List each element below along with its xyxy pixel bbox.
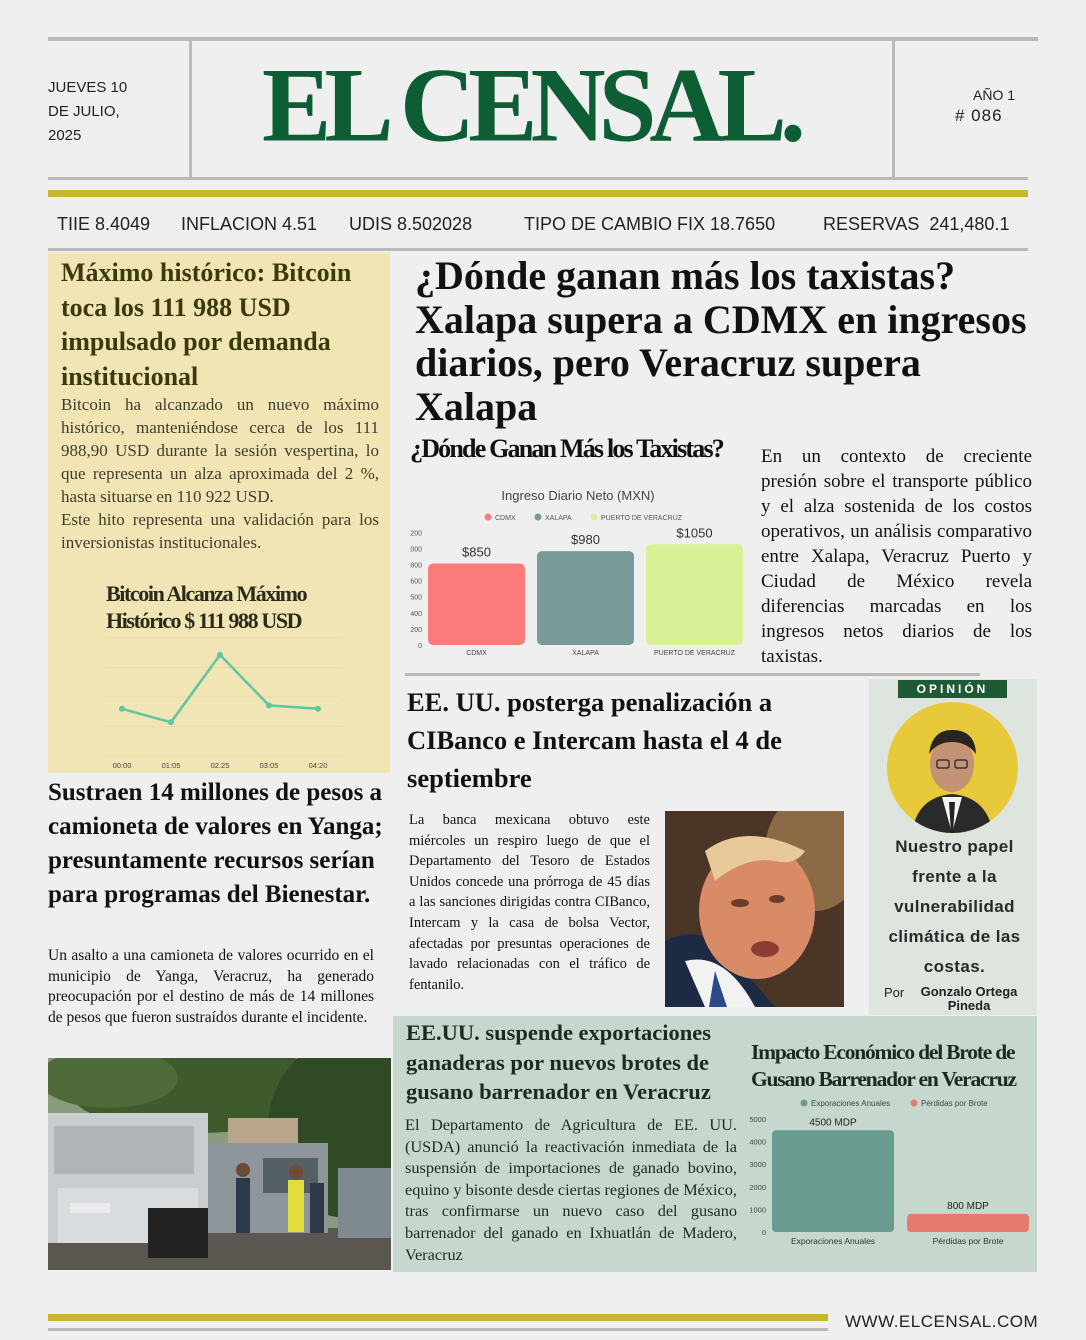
ticker-reservas: RESERVAS 241,480.1 (823, 214, 1010, 234)
legend-swatch (535, 514, 542, 521)
cattle-body: El Departamento de Agricultura de EE. UU. (USDA) anunció la reactivación inmediata de la suspensión de importaciones de ganado bovino, equino y bisonte desde ciertas regiones de México, tras confirmarse un nuevo caso del gusano barrenador del ganado en Ixhuatlán de Madero, Veracruz (405, 1115, 737, 1264)
gold-rule-bottom (48, 1314, 828, 1321)
bitcoin-paragraph: Bitcoin ha alcanzado un nuevo máximo histórico, manteniéndose cerca de los 111 988,90 USD durante la sesión vespertina, lo que representa un alza aproximada del 2 %, hasta situarse en 110 922 USD. (61, 395, 379, 506)
y-tick-label: 1000 (749, 1205, 766, 1215)
cattle-chart-title-line: Gusano Barrenador en Veracruz (751, 1067, 1016, 1091)
y-tick-label: 800 (410, 562, 422, 570)
bar (428, 564, 525, 645)
gold-rule-top (48, 190, 1028, 197)
x-tick-label: 02:25 (210, 761, 230, 770)
cattle-headline[interactable]: EE.UU. suspende exportaciones ganaderas por nuevos brotes de gusano barrenador en Veracruz (406, 1020, 712, 1104)
x-tick-label: Pérdidas por Brote (932, 1236, 1004, 1246)
y-tick-label: 600 (410, 578, 422, 586)
politician-photo-illustration (665, 811, 844, 1007)
taxi-bottom-rule (405, 673, 980, 676)
x-tick-label: 00:00 (112, 761, 132, 770)
bitcoin-chart-title-line: Bitcoin Alcanza Máximo (106, 581, 307, 606)
masthead-divider-right (892, 41, 895, 177)
bar-value-label: $980 (571, 532, 600, 548)
author-avatar-illustration (887, 702, 1018, 833)
cattle-chart-title (751, 1039, 1016, 1093)
y-tick-label: 200 (410, 530, 422, 538)
y-tick-label: 3000 (749, 1160, 766, 1170)
opinion-byline (884, 985, 904, 1000)
byline-prefix: Por (884, 985, 905, 1000)
taxi-chart-title: Ingreso Diario Neto (MXN) (501, 488, 655, 503)
opinion-author: Gonzalo Ortega Pineda (920, 984, 1018, 1013)
cibanco-body: La banca mexicana obtuvo este miércoles un respiro luego de que el Departamento del Tesoro de Estados Unidos concede una prórroga de 45 días a las sanciones dirigidas contra CIBanco, Intercam y la casa de bolsa Vector, afectadas por presuntas operaciones de lavado relacionadas con el tráfico de fentanilo. (409, 812, 650, 993)
author-avatar (887, 702, 1018, 833)
taxi-body: En un contexto de creciente presión sobre el transporte público y el alza sostenida de los costos operativos, un análisis comparativo entre Xalapa, Veracruz Puerto y Ciudad de México revela diferencias marcadas en los ingresos netos diarios de los taxistas. (761, 446, 1032, 667)
cattle-chart-title-line: Impacto Económico del Brote de (751, 1040, 1015, 1064)
legend-label: XALAPA (545, 515, 572, 522)
legend-label: Pérdidas por Brote (921, 1099, 988, 1108)
armored-truck-photo-illustration (48, 1058, 391, 1270)
taxi-bar-chart (406, 482, 751, 662)
bar-value-label: $850 (462, 544, 491, 560)
date-line: 2025 (48, 127, 82, 144)
bar (907, 1214, 1029, 1232)
robbery-headline[interactable]: Sustraen 14 millones de pesos a camioneta de valores en Yanga; presuntamente recursos serían para programas del Bienestar. (48, 779, 383, 908)
x-tick-label: 01:05 (161, 761, 181, 770)
x-tick-label: CDMX (466, 650, 487, 657)
legend-swatch (801, 1100, 808, 1107)
bar-value-label: 800 MDP (947, 1200, 989, 1212)
ticker-bottom-rule (48, 248, 1028, 251)
bitcoin-line-chart (95, 628, 345, 773)
y-tick-label: 400 (410, 610, 422, 618)
politician-photo (665, 811, 844, 1007)
bitcoin-chart-title-line: Histórico $ 111 988 USD (106, 608, 302, 633)
taxi-headline[interactable]: ¿Dónde ganan más los taxistas? Xalapa supera a CDMX en ingresos diarios, pero Veracruz supera Xalapa (415, 253, 1027, 429)
bitcoin-headline[interactable]: Máximo histórico: Bitcoin toca los 111 988 USD impulsado por demanda institucional (61, 258, 352, 391)
issue-number: # 086 (955, 106, 1003, 125)
price-line (122, 655, 318, 722)
y-tick-label: 000 (410, 546, 422, 554)
data-point (266, 702, 272, 708)
bitcoin-chart-title (106, 580, 306, 634)
ticker-udis: UDIS 8.502028 (349, 214, 473, 234)
y-tick-label: 500 (410, 594, 422, 602)
x-tick-label: 04:20 (308, 761, 328, 770)
masthead-bottom-rule (48, 177, 1028, 180)
robbery-body: Un asalto a una camioneta de valores ocurrido en el municipio de Yanga, Veracruz, ha generado preocupación por el destino de más de 14 millones de pesos que fueron sustraídos durante el incidente. (48, 947, 374, 1026)
bar-value-label: $1050 (676, 525, 713, 541)
footer-rule (48, 1328, 828, 1331)
data-point (315, 706, 321, 712)
opinion-title[interactable]: Nuestro papel frente a la vulnerabilidad climática de las costas. (888, 837, 1021, 976)
taxi-chart-heading: ¿Dónde Ganan Más los Taxistas? (410, 434, 723, 463)
x-tick-label: Exporaciones Anuales (790, 1236, 876, 1246)
top-rule (48, 37, 1038, 41)
bar (772, 1130, 894, 1232)
opinion-tag: OPINIÓN (898, 680, 1007, 698)
cattle-bar-chart (742, 1094, 1034, 1254)
y-tick-label: 0 (761, 1228, 766, 1237)
ticker-tipo-cambio: TIPO DE CAMBIO FIX 18.7650 (524, 214, 776, 234)
legend-label: CDMX (495, 515, 516, 522)
legend-label: Exporaciones Anuales (811, 1099, 891, 1108)
footer-url[interactable]: WWW.ELCENSAL.COM (845, 1312, 1039, 1331)
date-block (48, 76, 127, 148)
data-point (119, 706, 125, 712)
armored-truck-photo (48, 1058, 391, 1270)
date-line: DE JULIO, (48, 103, 120, 120)
masthead-divider-left (189, 41, 192, 177)
y-tick-label: 200 (410, 626, 422, 634)
y-tick-label: 4000 (749, 1137, 766, 1147)
cibanco-headline[interactable]: EE. UU. posterga penalización a CIBanco e Intercam hasta el 4 de septiembre (407, 687, 782, 793)
bar-value-label: 4500 MDP (809, 1117, 857, 1129)
legend-label: PUERTO DE VERACRUZ (601, 515, 683, 522)
date-line: JUEVES 10 (48, 79, 128, 96)
year-label: AÑO 1 (973, 87, 1016, 103)
y-tick-label: 5000 (749, 1115, 766, 1124)
y-tick-label: 2000 (749, 1182, 766, 1192)
y-tick-label: 0 (418, 643, 422, 650)
masthead-title[interactable]: EL CENSAL. (262, 46, 799, 165)
x-tick-label: XALAPA (572, 650, 599, 657)
x-tick-label: PUERTO DE VERACRUZ (653, 650, 736, 657)
data-point (217, 652, 223, 658)
ticker-tiie: TIIE 8.4049 (57, 214, 151, 234)
legend-swatch (485, 514, 492, 521)
bar (646, 544, 743, 645)
bitcoin-paragraph: Este hito representa una validación para los inversionistas institucionales. (61, 510, 379, 552)
bitcoin-body (61, 393, 379, 554)
legend-swatch (911, 1100, 918, 1107)
x-tick-label: 03:05 (259, 761, 279, 770)
legend-swatch (591, 514, 598, 521)
bar (537, 551, 634, 645)
data-point (168, 719, 174, 725)
ticker-inflacion: INFLACION 4.51 (181, 214, 318, 234)
